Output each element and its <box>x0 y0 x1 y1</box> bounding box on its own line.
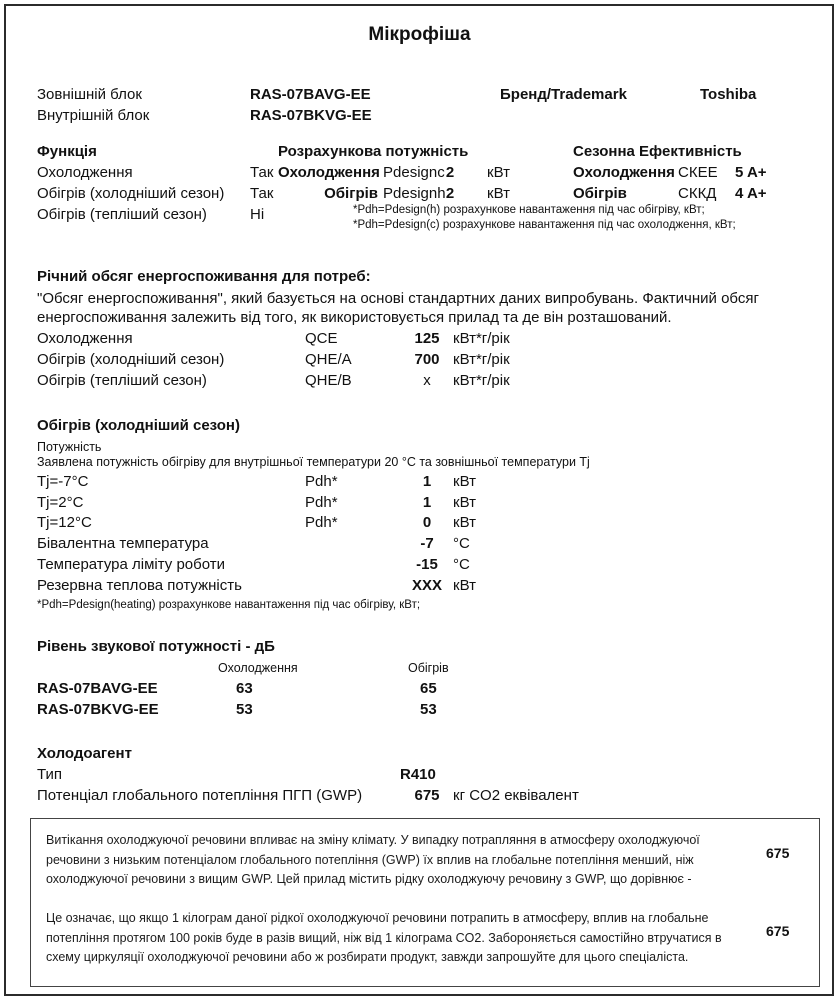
energy-label: Обігрів (холодніший сезон) <box>37 351 225 368</box>
seasonal-label: Охолодження <box>573 164 675 181</box>
function-header: Функція <box>37 143 97 160</box>
function-label: Обігрів (холодніший сезон) <box>37 185 225 202</box>
seasonal-label: Обігрів <box>573 185 627 202</box>
energy-label: Охолодження <box>37 330 133 347</box>
energy-code: QCE <box>305 330 338 347</box>
pdh-note-c: *Pdh=Pdesign(c) розрахункове навантаження під час охолодження, кВт; <box>353 219 736 231</box>
heating-code: Pdh* <box>305 473 338 490</box>
heating-row-tj2 <box>0 494 839 514</box>
refrigerant-gwp-value: 675 <box>414 787 440 804</box>
energy-unit: кВт*г/рік <box>453 330 510 347</box>
sound-cooling-value: 63 <box>236 680 253 697</box>
seasonal-value: 5 A+ <box>735 164 767 181</box>
energy-code: QHE/A <box>305 351 352 368</box>
indoor-unit-value: RAS-07BKVG-EE <box>250 107 372 124</box>
refrigerant-type-value: R410 <box>400 766 436 783</box>
function-value: Ні <box>250 206 265 223</box>
design-param: Pdesignh <box>383 185 446 202</box>
heating-heading: Обігрів (холодніший сезон) <box>37 417 240 434</box>
energy-heading: Річний обсяг енергоспоживання для потреб: <box>37 268 371 285</box>
heating-row-backup <box>0 577 839 597</box>
pdh-note-h: *Pdh=Pdesign(h) розрахункове навантаження під час обігріву, кВт; <box>353 204 705 216</box>
sound-heating-header: Обігрів <box>408 661 449 675</box>
function-row-heating-cold <box>0 185 839 205</box>
brand-value: Toshiba <box>700 86 757 103</box>
heating-subheading: Потужність <box>37 440 102 454</box>
function-value: Так <box>250 164 274 181</box>
heating-label: Tj=-7°C <box>37 473 89 490</box>
heating-code: Pdh* <box>305 494 338 511</box>
heating-code: Pdh* <box>305 514 338 531</box>
design-power-header: Розрахункова потужність <box>278 143 469 160</box>
heating-row-tj-7 <box>0 473 839 493</box>
energy-description: "Обсяг енергоспоживання", який базується на основі стандартних даних випробувань. Фактичний обсяг енергоспоживання залежить від того, як використовується прилад та де він розташований. <box>37 290 759 326</box>
refrigerant-gwp-label: Потенціал глобального потепління ПГП (GWP) <box>37 787 363 804</box>
energy-unit: кВт*г/рік <box>453 351 510 368</box>
heating-value: -7 <box>420 535 434 552</box>
seasonal-value: 4 A+ <box>735 185 767 202</box>
gwp-notice-value-1: 675 <box>766 845 790 861</box>
heating-value: 0 <box>422 514 432 531</box>
sound-cooling-value: 53 <box>236 701 253 718</box>
heating-unit: кВт <box>453 494 476 511</box>
function-label: Охолодження <box>37 164 133 181</box>
sound-row-outdoor <box>0 680 839 700</box>
sound-heading: Рівень звукової потужності - дБ <box>37 638 275 655</box>
energy-label: Обігрів (тепліший сезон) <box>37 372 207 389</box>
gwp-notice-paragraph-2: Це означає, що якщо 1 кілограм даної рідкої охолоджуючої речовини потрапить в атмосферу, вплив на глобальне потепління протягом 100 років буде в разів вищий, ніж від 1 кілограма CO2. Забороняється самостійно втручатися в схему циркуляції охолоджуючої речовини або ж розбирати продукт, завжди запрошуйте для цього спеціаліста. <box>46 911 722 964</box>
sound-heating-value: 65 <box>420 680 437 697</box>
sound-model: RAS-07BAVG-EE <box>37 680 158 697</box>
energy-value: x <box>423 372 431 389</box>
function-row-cooling <box>0 164 839 184</box>
refrigerant-heading: Холодоагент <box>37 745 132 762</box>
design-value: 2 <box>445 185 455 202</box>
energy-row-cooling <box>0 330 839 350</box>
energy-row-heating-cold <box>0 351 839 371</box>
design-unit: кВт <box>487 164 510 181</box>
heating-label: Tj=2°C <box>37 494 84 511</box>
outdoor-unit-value: RAS-07BAVG-EE <box>250 86 371 103</box>
refrigerant-gwp-unit: кг CO2 еквівалент <box>453 787 579 804</box>
energy-code: QHE/B <box>305 372 352 389</box>
heating-label: Бівалентна температура <box>37 535 209 552</box>
heating-row-tj12 <box>0 514 839 534</box>
refrigerant-gwp-row <box>0 787 839 807</box>
heating-label: Tj=12°C <box>37 514 92 531</box>
function-value: Так <box>250 185 274 202</box>
sound-heating-value: 53 <box>420 701 437 718</box>
design-label: Охолодження <box>278 164 380 181</box>
seasonal-param: СКЕЕ <box>678 164 718 181</box>
refrigerant-type-row <box>0 766 839 786</box>
heating-unit: кВт <box>453 514 476 531</box>
heating-row-bivalent <box>0 535 839 555</box>
gwp-notice-value-2: 675 <box>766 923 790 939</box>
brand-label: Бренд/Trademark <box>500 86 627 103</box>
energy-row-heating-warm <box>0 372 839 392</box>
indoor-unit-label: Внутрішній блок <box>37 107 150 124</box>
page-title: Мікрофіша <box>368 24 471 45</box>
sound-header-row <box>0 661 839 681</box>
sound-cooling-header: Охолодження <box>218 661 298 675</box>
function-header-row <box>0 143 839 163</box>
heating-unit: кВт <box>453 473 476 490</box>
heating-value: 1 <box>422 473 432 490</box>
sound-row-indoor <box>0 701 839 721</box>
heating-value: 1 <box>422 494 432 511</box>
seasonal-param: СККД <box>678 185 717 202</box>
outdoor-unit-row <box>0 86 839 106</box>
design-value: 2 <box>445 164 455 181</box>
function-label: Обігрів (тепліший сезон) <box>37 206 207 223</box>
gwp-notice-paragraph-1: Витікання охолоджуючої речовини впливає на зміну клімату. У випадку потрапляння в атмосферу охолоджуючої речовини з низьким потенціалом глобального потепління (GWP) їх вплив на глобальне потепління менший, ніж охолоджуючої речовини з вищим GWP. Цей прилад містить рідку охолоджуючу речовину з GWP, що дорівнює - <box>46 833 700 886</box>
heating-unit: °C <box>453 535 470 552</box>
heating-label: Резервна теплова потужність <box>37 577 242 594</box>
energy-unit: кВт*г/рік <box>453 372 510 389</box>
heating-unit: °C <box>453 556 470 573</box>
heating-label: Температура ліміту роботи <box>37 556 225 573</box>
energy-value: 125 <box>414 330 440 347</box>
heating-value: XXX <box>411 577 442 594</box>
design-unit: кВт <box>487 185 510 202</box>
sound-model: RAS-07BKVG-EE <box>37 701 159 718</box>
heating-unit: кВт <box>453 577 476 594</box>
pdh-heating-note: *Pdh=Pdesign(heating) розрахункове навантаження під час обігріву, кВт; <box>37 599 421 611</box>
heating-value: -15 <box>416 556 438 573</box>
energy-value: 700 <box>414 351 440 368</box>
design-label: Обігрів <box>324 185 378 202</box>
seasonal-efficiency-header: Сезонна Ефективність <box>573 143 742 160</box>
gwp-notice-box <box>30 818 820 987</box>
design-param: Pdesignc <box>383 164 445 181</box>
indoor-unit-row <box>0 107 839 127</box>
heating-description: Заявлена потужність обігріву для внутрішньої температури 20 °C та зовнішньої температури Tj <box>37 455 590 469</box>
outdoor-unit-label: Зовнішній блок <box>37 86 142 103</box>
heating-row-limit <box>0 556 839 576</box>
refrigerant-type-label: Тип <box>37 766 63 783</box>
